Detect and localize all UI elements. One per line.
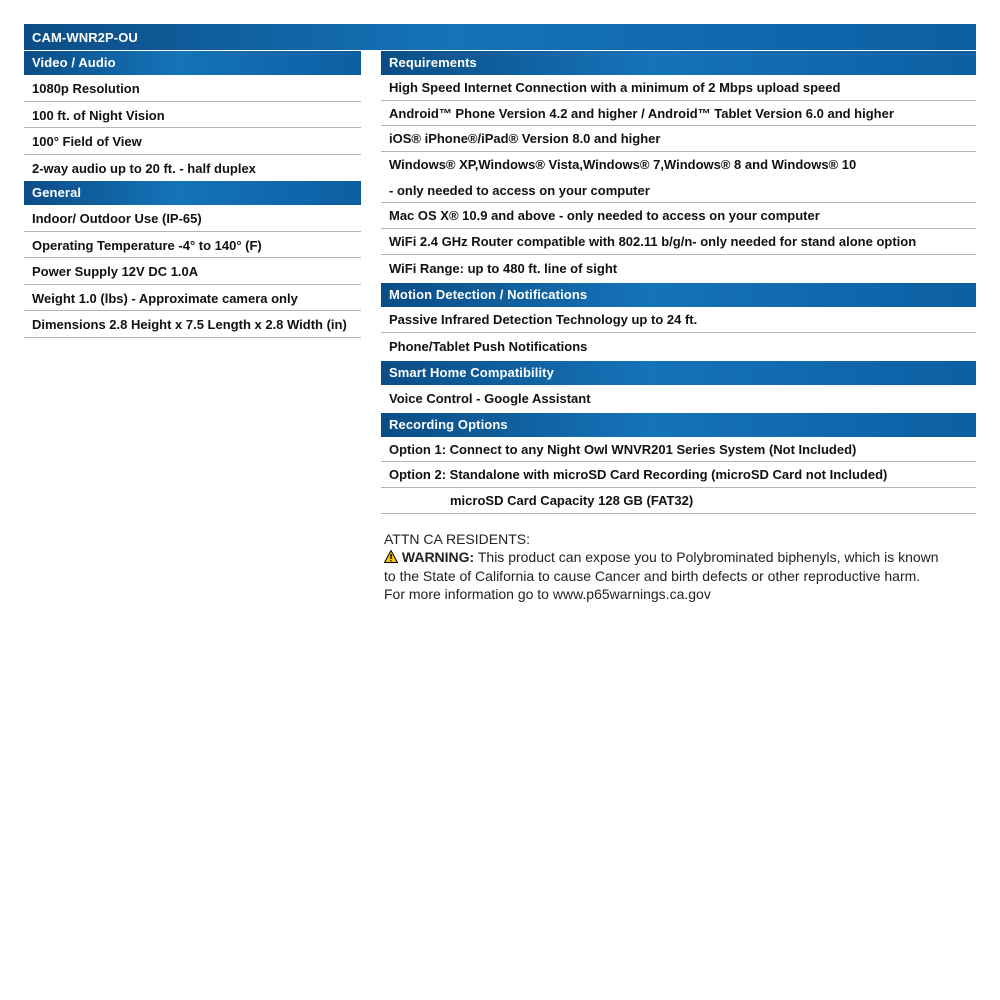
warning-paragraph — [384, 548, 944, 603]
warning-label: WARNING: — [401, 549, 475, 565]
spec-row: Phone/Tablet Push Notifications — [389, 338, 588, 354]
spec-row: 2-way audio up to 20 ft. - half duplex — [32, 160, 256, 176]
section-header-requirements: Requirements — [381, 51, 976, 75]
spec-row: High Speed Internet Connection with a minimum of 2 Mbps upload speed — [381, 75, 976, 101]
spec-row: Operating Temperature -4° to 140° (F) — [24, 232, 361, 259]
prop65-warning — [384, 530, 944, 603]
spec-row: 100° Field of View — [24, 128, 361, 155]
attn-heading: ATTN CA RESIDENTS: — [384, 531, 530, 547]
spec-row: Indoor/ Outdoor Use (IP-65) — [24, 205, 361, 232]
warning-triangle-icon — [384, 549, 398, 567]
spec-row: - only needed to access on your computer — [381, 178, 976, 204]
spec-row: 100 ft. of Night Vision — [24, 102, 361, 129]
spec-row: Windows® XP,Windows® Vista,Windows® 7,Windows® 8 and Windows® 10 — [389, 157, 857, 173]
spec-row: iOS® iPhone®/iPad® Version 8.0 and higher — [381, 126, 976, 152]
spec-row: Android™ Phone Version 4.2 and higher / Android™ Tablet Version 6.0 and higher — [381, 101, 976, 127]
spec-row: microSD Card Capacity 128 GB (FAT32) — [381, 488, 976, 514]
spec-row: Option 2: Standalone with microSD Card Recording (microSD Card not Included) — [381, 462, 976, 488]
spec-row: 1080p Resolution — [24, 75, 361, 102]
spec-row: WiFi Range: up to 480 ft. line of sight — [389, 260, 618, 276]
section-header-video-audio: Video / Audio — [24, 51, 361, 75]
warning-text: This product can expose you to Polybrominated biphenyls, which is known to the State of California to cause Cancer and birth defects or other reproductive harm. For more information go to www.p65warnings.ca.gov — [384, 549, 939, 602]
section-header-recording: Recording Options — [381, 413, 976, 437]
spec-row: Option 1: Connect to any Night Owl WNVR201 Series System (Not Included) — [381, 437, 976, 463]
product-model-header: CAM-WNR2P-OU — [24, 24, 976, 50]
section-header-general: General — [24, 181, 361, 205]
spec-row: WiFi 2.4 GHz Router compatible with 802.11 b/g/n- only needed for stand alone option — [381, 229, 976, 255]
spec-row: Weight 1.0 (lbs) - Approximate camera only — [24, 285, 361, 312]
spec-row: Dimensions 2.8 Height x 7.5 Length x 2.8 Width (in) — [24, 311, 361, 338]
left-spec-column — [24, 51, 361, 338]
spec-row: Voice Control - Google Assistant — [389, 390, 591, 406]
spec-row: Power Supply 12V DC 1.0A — [24, 258, 361, 285]
section-header-smart-home: Smart Home Compatibility — [381, 361, 976, 385]
right-spec-column — [381, 51, 976, 514]
spec-row: Mac OS X® 10.9 and above - only needed to access on your computer — [381, 203, 976, 229]
section-header-motion: Motion Detection / Notifications — [381, 283, 976, 307]
spec-row: Passive Infrared Detection Technology up to 24 ft. — [381, 307, 976, 333]
